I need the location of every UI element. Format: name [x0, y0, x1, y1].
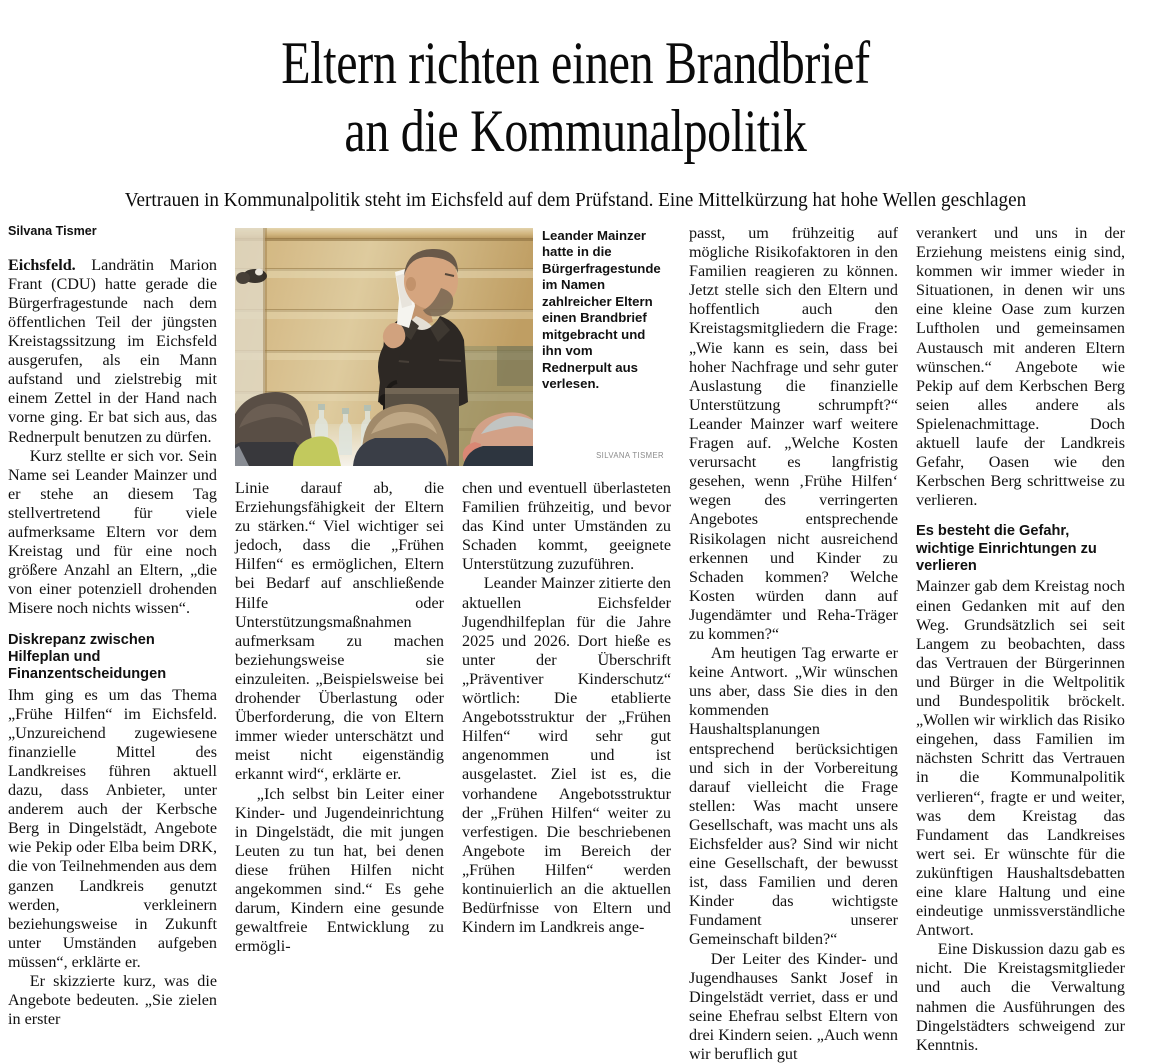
headline-line-2: an die Kommunalpolitik [344, 97, 807, 164]
column-1 [8, 224, 235, 1029]
paragraph: chen und eventuell überlasteten Familien frühzeitig, und bevor das Kind unter Umständen zu Schaden kommt, geeignete Unterstützung zuzuführen. [462, 480, 671, 574]
paragraph: verankert und uns in der Erziehung meistens einig sind, kommen wir immer wieder in Situationen, in denen wir uns eine kleine Oase zum kurzen Luftholen und gemeinsamen Austausch mit anderen Eltern wünschen.“ Angebote wie Pekip auf dem Kerbschen Berg seien alles andere als Spielenachmittage. Doch aktuell laufe der Landkreis Gefahr, Oasen wie den Kerbschen Berg schrittweise zu verlieren. [916, 225, 1125, 510]
headline-line-1: Eltern richten einen Brandbrief [281, 30, 870, 96]
photo-credit: SILVANA TISMER [596, 450, 664, 460]
paragraph: Am heutigen Tag erwarte er keine Antwort. „Wir wünschen uns aber, dass Sie dies in den kommenden Haushaltsplanungen entsprechend berücksichtigen und sich in der Vorbereitung darauf vielleicht die Frage stellen: Was macht unsere Gesellschaft, was macht uns als Eichsfelder aus? Sind wir nicht eine Gesellschaft, der bewusst ist, dass Familien und deren Kinder das wichtigste Fundament unserer Gemeinschaft bilden?“ [689, 645, 898, 949]
paragraph: Leander Mainzer zitierte den aktuellen Eichsfelder Jugendhilfeplan für die Jahre 2025 und 2026. Dort hieße es unter der Überschrift „Präventiver Kinderschutz“ wörtlich: Die etablierte Angebotsstruktur der „Frühen Hilfen“ wird sehr gut angenommen und ist ausgelastet. Ziel ist es, die vorhandene Angebotsstruktur der „Frühen Hilfen“ weiter zu verfestigen. Die beschriebenen Angebote im Bereich der „Frühen Hilfen“ werden kontinuierlich an die aktuellen Bedürfnisse von Eltern und Kindern im Landkreis ange- [462, 575, 671, 937]
byline: Silvana Tismer [8, 224, 97, 238]
paragraph: Ihm ging es um das Thema „Frühe Hilfen“ im Eichsfeld. „Unzureichend zugewiesene finanzielle Mittel des Landkreises führen aktuell dazu, dass Anbieter, unter anderem auch der Kerbsche Berg in Dingelstädt, Angebote wie Pekip oder Elba beim DRK, die von Teilnehmenden aus dem ganzen Landkreis genutzt werden, verkleinern beziehungsweise in Zukunft unter Umständen aufgeben müssen“, erklärte er. [8, 686, 217, 971]
paragraph: Kurz stellte er sich vor. Sein Name sei Leander Mainzer und er stehe an diesem Tag stellvertretend für viele aufmerksame Eltern vor dem Kreistag und für eine noch größere Anzahl an Eltern, „die von einer potenziell drohenden Misere noch nichts wissen“. [8, 447, 217, 618]
column-5 [916, 224, 1143, 1054]
paragraph [8, 256, 217, 447]
paragraph: Linie darauf ab, die Erziehungsfähigkeit der Eltern zu stärken.“ Viel wichtiger sei jedoch, dass die „Frühen Hilfen“ es ermöglichen, Eltern bei Bedarf auf anschließende Hilfe oder Unterstützungsmaßnahmen aufmerksam zu machen beziehungsweise sie einzuleiten. „Beispielsweise bei drohender Überlastung oder Überforderung, die von Eltern immer wieder unterschätzt und meist nicht eigenständig erkannt wird“, erklärte er. [235, 480, 444, 784]
paragraph: „Ich selbst bin Leiter einer Kinder- und Jugendeinrichtung in Dingelstädt, die mit jungen Leuten zu tun hat, bei denen diese frühen Hilfen nicht angekommen sind.“ Es gehe darum, Kindern eine gesunde gewaltfreie Entwicklung zu ermögli- [235, 785, 444, 956]
page-title [122, 0, 1030, 166]
article-columns [8, 224, 1143, 1064]
paragraph: Mainzer gab dem Kreistag noch einen Gedanken mit auf den Weg. Grundsätzlich sei seit Langem zu beobachten, dass das Vertrauen der Bürgerinnen und Bürger in die Weltpolitik und Bundespolitik bröckelt. „Wollen wir wirklich das Risiko eingehen, dass Familien im nächsten Schritt das Vertrauen in die Kommunalpolitik verlieren“, fragte er und weiter, was dem Kreistag das Fundament das Landkreises wert sei. Er wünschte für die zukünftigen Haushaltsdebatten eine klare Haltung und eine eindeutige unmissverständliche Antwort. [916, 578, 1125, 940]
paragraph-text: Landrätin Marion Frant (CDU) hatte gerade die Bürgerfragestunde nach dem öffentlichen Teil der jüngsten Kreistagssitzung im Eichsfeld ausgerufen, als ein Mann aufstand und zielstrebig mit einem Zettel in der Hand nach vorne ging. Er bat sich aus, das Rednerpult benutzen zu dürfen. [8, 256, 217, 446]
paragraph: passt, um frühzeitig auf mögliche Risikofaktoren in den Familien reagieren zu können. Jetzt stelle sich den Eltern und hoffentlich auch den Kreistagsmitgliedern die Frage: „Wie kann es sein, dass bei hoher Nachfrage und sehr guter Auslastung die finanzielle Unterstützung schrumpft?“ Leander Mainzer warf weitere Fragen auf. „Welche Kosten verursacht es langfristig gesehen, wenn ‚Frühe Hilfen‘ wegen des verringerten Angebotes entsprechende Risikolagen nicht ausreichend erkennen und Kinder zu Schaden kommen? Welche Kosten würden dann auf Jugendämter und Reha-Träger zu kommen?“ [689, 225, 898, 643]
section-subheading: Es besteht die Gefahr, wichtige Einrichtungen zu verlieren [916, 523, 1097, 575]
paragraph: Er skizzierte kurz, was die Angebote bedeuten. „Sie zielen in erster [8, 973, 217, 1029]
section-subheading: Diskrepanz zwischen Hilfeplan und Finanzentscheidungen [8, 631, 167, 683]
paragraph: Eine Diskussion dazu gab es nicht. Die Kreistagsmitglieder und auch die Verwaltung nahmen die Ausführungen des Dingelstädters schweigend zur Kenntnis. [916, 941, 1125, 1054]
paragraph: Der Leiter des Kinder- und Jugendhauses Sankt Josef in Dingelstädt verriet, dass er und seine Ehefrau selbst Eltern von drei Kindern seien. „Auch wenn wir beruflich gut [689, 950, 898, 1064]
column-4 [689, 224, 916, 1064]
photo-caption: Leander Mainzer hatte in die Bürgerfragestunde im Namen zahlreicher Eltern einen Brandbrief mitgebracht und ihn vom Rednerpult aus verlesen. [542, 228, 661, 391]
column-3 [462, 224, 689, 937]
dateline: Eichsfeld. [8, 256, 76, 274]
article-deck: Vertrauen in Kommunalpolitik steht im Eichsfeld auf dem Prüfstand. Eine Mittelkürzung hat hohe Wellen geschlagen [124, 188, 1027, 211]
